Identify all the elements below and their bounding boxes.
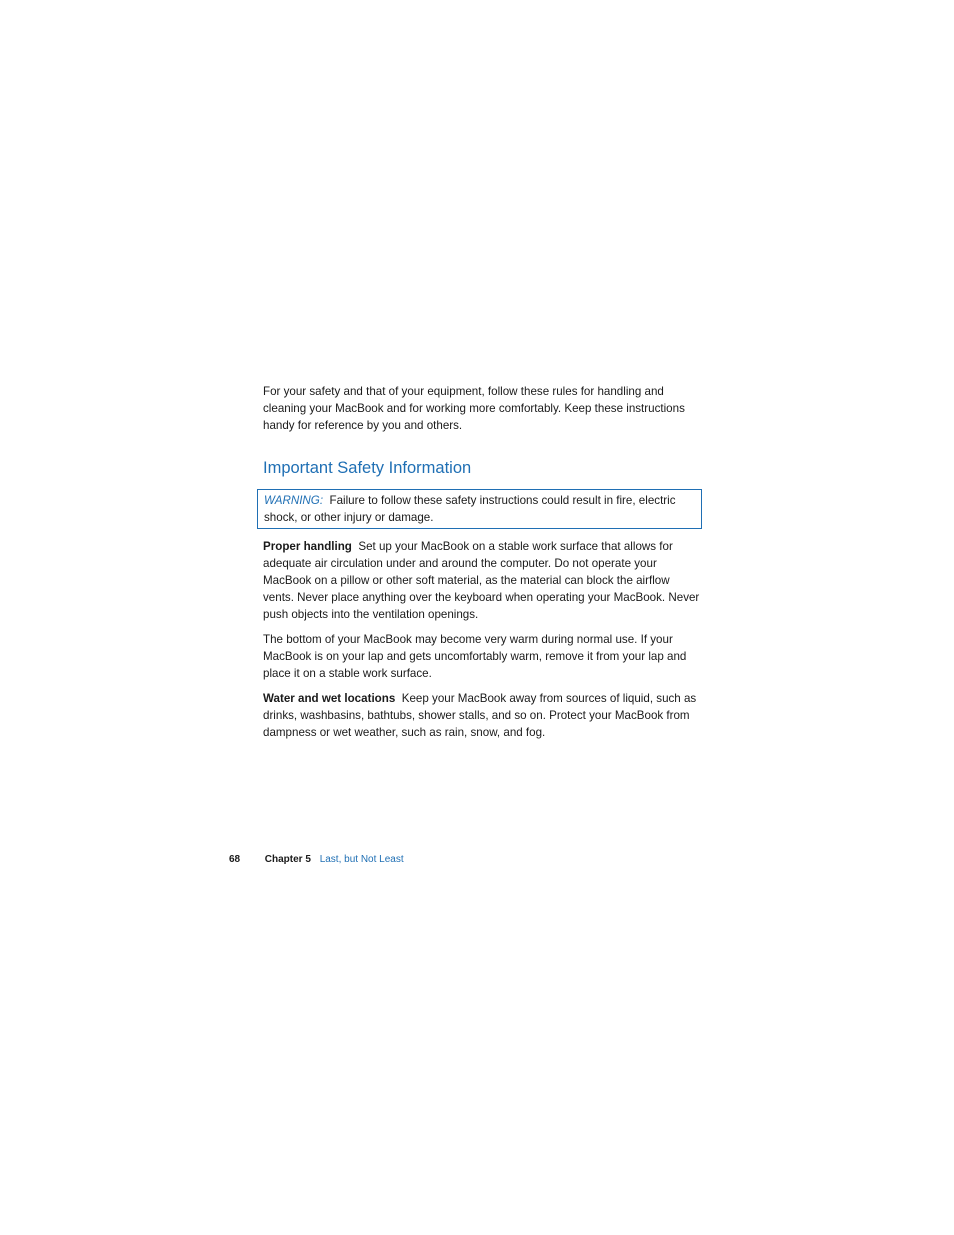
warning-paragraph xyxy=(264,492,695,526)
proper-handling-paragraph xyxy=(263,538,703,623)
chapter-label: Chapter 5 xyxy=(264,854,311,865)
warning-box xyxy=(257,489,702,529)
page-footer xyxy=(229,853,404,867)
water-text: Keep your MacBook away from sources of liquid, such as drinks, washbasins, bathtubs, shower stalls, and so on. Protect your MacBook from dampness or wet weather, such as rain, snow, and fog. xyxy=(263,692,697,739)
warm-bottom-paragraph xyxy=(263,631,703,682)
proper-handling-title: Proper handling xyxy=(263,540,352,553)
intro-block xyxy=(263,383,703,434)
intro-paragraph: For your safety and that of your equipment, follow these rules for handling and cleaning your MacBook and for working more comfortably. Keep these instructions handy for reference by you and others. xyxy=(263,385,685,432)
warm-bottom-text: The bottom of your MacBook may become very warm during normal use. If your MacBook is on your lap and gets uncomfortably warm, remove it from your lap and place it on a stable work surface. xyxy=(263,633,687,680)
warning-label: WARNING: xyxy=(264,494,324,507)
warning-text: Failure to follow these safety instructions could result in fire, electric shock, or other injury or damage. xyxy=(264,494,676,524)
water-title: Water and wet locations xyxy=(263,692,396,705)
proper-handling-text: Set up your MacBook on a stable work surface that allows for adequate air circulation under and around the computer. Do not operate your MacBook on a pillow or other soft material, as the material can block the airflow vents. Never place anything over the keyboard when operating your MacBook. Never push objects into the ventilation openings. xyxy=(263,540,700,621)
page-number: 68 xyxy=(229,854,241,865)
body-block xyxy=(263,538,703,749)
water-paragraph xyxy=(263,690,703,741)
section-heading: Important Safety Information xyxy=(263,459,472,477)
chapter-title: Last, but Not Least xyxy=(319,854,404,865)
